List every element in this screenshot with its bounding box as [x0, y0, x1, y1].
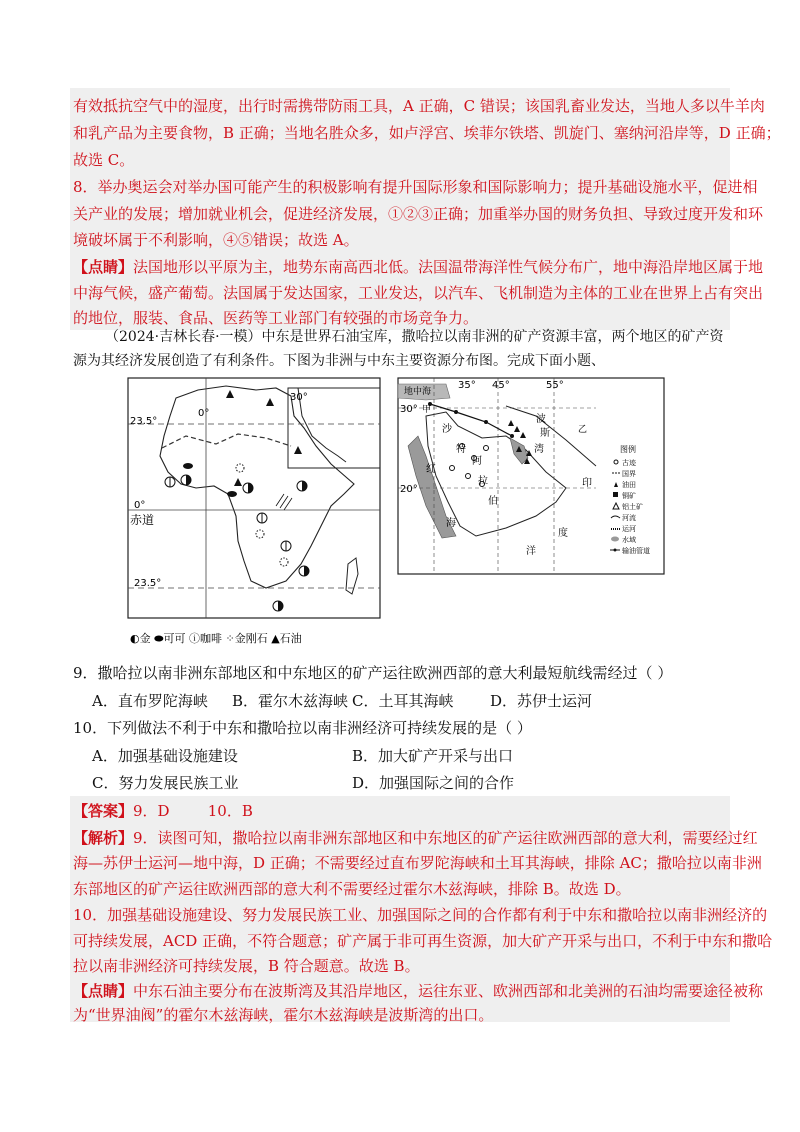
sha-label: 沙 [442, 424, 452, 435]
question-intro-line: 源为其经济发展创造了有利条件。下图为非洲与中东主要资源分布图。完成下面小题、 [73, 353, 605, 369]
analysis-line [73, 828, 758, 848]
analysis-line: 海—苏伊士运河—地中海，D 正确；不需要经过直布罗陀海峡和土耳其海峡，排除 AC；撒哈拉以南非洲 [73, 854, 762, 872]
lon-zero-label: 0° [198, 408, 210, 419]
prev-explanation-line: 故选 C。 [73, 151, 135, 169]
tip-line [73, 981, 763, 1001]
med-label: 地中海 [404, 387, 432, 397]
map-svg [126, 376, 666, 648]
q9-option-c: C．土耳其海峡 [352, 692, 454, 710]
legend-copper: 铜矿 [622, 492, 636, 500]
question-9-stem: 9．撒哈拉以南非洲东部地区和中东地区的矿产运往欧洲西部的意大利最短航线需经过（ ） [73, 664, 673, 682]
equator-label: 赤道 [130, 513, 155, 527]
legend-water: 水域 [622, 536, 636, 544]
wan-label: 湾 [534, 444, 544, 455]
q10-option-d: D．加强国际之间的合作 [352, 774, 515, 792]
analysis-line: 可持续发展，ACD 正确，不符合题意；矿产属于非可再生资源，加大矿产开采与出口，不利于中东和撒哈 [73, 932, 773, 950]
yang-label: 洋 [526, 546, 536, 557]
q10-option-c: C．努力发展民族工业 [92, 774, 239, 792]
q9-option-b: B．霍尔木兹海峡 [232, 692, 349, 710]
legend-title: 图例 [620, 445, 636, 454]
answer-line [73, 801, 253, 821]
lat-north-label: 23.5° [130, 416, 158, 427]
q10-option-b: B．加大矿产开采与出口 [352, 747, 514, 765]
lat-south-label: 23.5° [134, 578, 162, 589]
tip-line: 中海气候，盛产葡萄。法国属于发达国家，工业发达，以汽车、飞机制造为主体的工业在世界上占有突出 [73, 284, 764, 302]
bosi-label: 波 [536, 414, 546, 425]
la-label: 拉 [478, 476, 488, 487]
bo-label: 伯 [488, 496, 498, 507]
tip-text: 法国地形以平原为主，地势东南高西北低。法国温带海洋性气候分布广，地中海沿岸地区属于地 [133, 258, 764, 276]
africa-legend: ◐金 ⬬可可 ⓘ咖啡 ⁘金刚石 ▲石油 [130, 632, 302, 645]
q10-option-a: A．加强基础设施建设 [92, 747, 238, 765]
prev-explanation-line: 有效抵抗空气中的湿度，出行时需携带防雨工具，A 正确，C 错误；该国乳畜业发达，当地人多以牛羊肉 [73, 97, 765, 115]
du-label: 度 [558, 528, 568, 539]
analysis-line: 拉以南非洲经济可持续发展，B 符合题意。故选 B。 [73, 957, 420, 975]
legend-canal: 运河 [622, 525, 636, 533]
analysis-line: 东部地区的矿产运往欧洲西部的意大利不需要经过霍尔木兹海峡，排除 B。故选 D。 [73, 880, 631, 898]
tip-tag: 【点睛】 [73, 982, 134, 1000]
yi-label: 乙 [578, 425, 588, 435]
yin-label: 印 [582, 478, 592, 489]
prev-explanation-line: 和乳产品为主要食物，B 正确；当地名胜众多，如卢浮宫、埃菲尔铁塔、凯旋门、塞纳河沿岸等，D 正确； [73, 124, 781, 142]
legend-pipeline: 输油管道 [622, 547, 650, 555]
answer-text: 9．D 10．B [133, 802, 253, 820]
lat-30-label: 30° [290, 392, 308, 403]
analysis-line: 10．加强基础设施建设、努力发展民族工业、加强国际之间的合作都有利于中东和撒哈拉以南非洲经济的 [73, 906, 768, 924]
q8-explanation-line: 境破坏属于不利影响，④⑤错误；故选 A。 [73, 231, 359, 249]
answer-tag: 【答案】 [73, 802, 134, 820]
question-10-stem: 10．下列做法不利于中东和撒哈拉以南非洲经济可持续发展的是（ ） [73, 719, 532, 737]
tip-text: 中东石油主要分布在波斯湾及其沿岸地区，运往东亚、欧洲西部和北美洲的石油均需要途径被称 [133, 982, 764, 1000]
lon45-label: 45° [492, 380, 510, 391]
question-intro-line: （2024·吉林长春·一模）中东是世界石油宝库，撒哈拉以南非洲的矿产资源丰富，两个地区的矿产资 [105, 329, 724, 345]
hong-label: 红 [426, 464, 436, 475]
legend-border: 国界 [622, 470, 636, 478]
legend-relic: 古迹 [622, 459, 636, 467]
q9-option-a: A．直布罗陀海峡 [92, 692, 208, 710]
a-label: 阿 [472, 456, 482, 467]
si-label: 斯 [540, 428, 550, 439]
jia-label: 甲 [422, 405, 432, 415]
lon35-label: 35° [458, 380, 476, 391]
q8-explanation-line: 8．举办奥运会对举办国可能产生的积极影响有提升国际形象和国际影响力；提升基础设施水平，促进相 [73, 178, 758, 196]
hai-label: 海 [446, 518, 456, 529]
legend-bauxite: 铝土矿 [622, 503, 643, 511]
resource-map-figure [126, 376, 666, 648]
legend-river: 河流 [622, 514, 636, 522]
lon55-label: 55° [546, 380, 564, 391]
tip-line [73, 257, 763, 277]
equator-lat-label: 0° [134, 500, 146, 511]
analysis-tag: 【解析】 [73, 829, 134, 847]
lat20-label: 20° [400, 484, 418, 495]
tip-line: 的地位，服装、食品、医药等工业部门有较强的市场竞争力。 [73, 309, 479, 327]
tip-tag: 【点睛】 [73, 258, 134, 276]
legend-oil: 油田 [622, 481, 636, 489]
q8-explanation-line: 关产业的发展；增加就业机会，促进经济发展，①②③正确；加重举办国的财务负担、导致过度开发和环 [73, 205, 764, 223]
te-label: 特 [456, 444, 466, 455]
tip-line: 为“世界油阀”的霍尔木兹海峡，霍尔木兹海峡是波斯湾的出口。 [73, 1006, 494, 1024]
analysis-text: 9．读图可知，撒哈拉以南非洲东部地区和中东地区的矿产运往欧洲西部的意大利，需要经过红 [133, 829, 758, 847]
q9-option-d: D．苏伊士运河 [490, 692, 593, 710]
lat30-label: 30° [400, 404, 418, 415]
